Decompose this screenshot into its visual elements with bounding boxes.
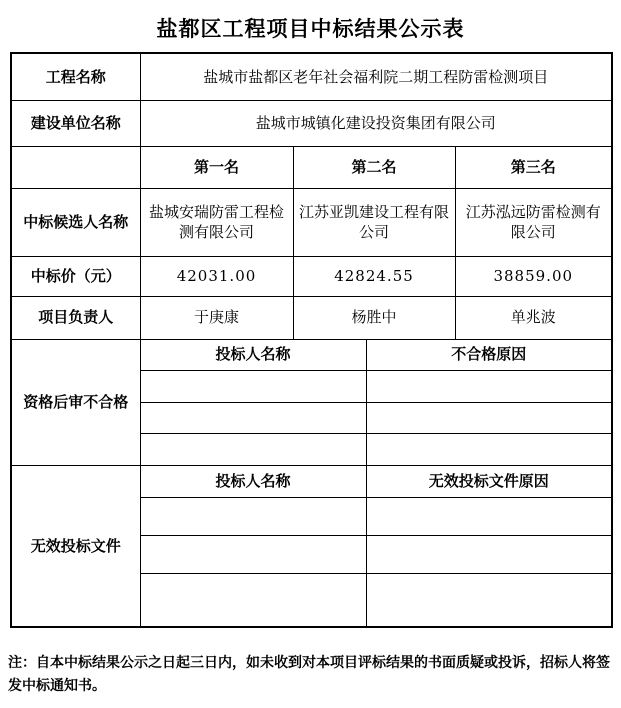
price-third-cell: 38859.00 xyxy=(455,256,612,296)
invalid-bidder-empty-cell xyxy=(140,573,366,627)
postqual-reason-header-cell: 不合格原因 xyxy=(366,339,612,370)
owner-label-cell: 建设单位名称 xyxy=(11,100,140,146)
table-row xyxy=(11,100,612,146)
price-second-cell: 42824.55 xyxy=(293,256,455,296)
bid-result-table-wrapper xyxy=(10,52,611,628)
invalid-bidder-empty-cell xyxy=(140,535,366,573)
bid-result-table xyxy=(10,52,613,628)
invalid-reason-empty-cell xyxy=(366,573,612,627)
candidates-label-cell: 中标候选人名称 xyxy=(11,188,140,256)
footer-note: 注：自本中标结果公示之日起三日内，如未收到对本项目评标结果的书面质疑或投诉，招标人将签发中标通知书。 xyxy=(8,655,610,694)
manager-label-cell: 项目负责人 xyxy=(11,296,140,339)
blank-corner-cell xyxy=(11,146,140,188)
rank-header-second: 第二名 xyxy=(293,146,455,188)
table-row xyxy=(11,146,612,188)
rank-header-first: 第一名 xyxy=(140,146,293,188)
postqual-reason-empty-cell xyxy=(366,433,612,465)
table-row xyxy=(11,188,612,256)
candidate-first-cell: 盐城安瑞防雷工程检测有限公司 xyxy=(140,188,293,256)
project-name-label-cell: 工程名称 xyxy=(11,53,140,100)
manager-third-cell: 单兆波 xyxy=(455,296,612,339)
invalid-label-cell: 无效投标文件 xyxy=(11,465,140,627)
project-name-value-cell: 盐城市盐都区老年社会福利院二期工程防雷检测项目 xyxy=(140,53,612,100)
table-row xyxy=(11,53,612,100)
table-row xyxy=(11,296,612,339)
table-row xyxy=(11,256,612,296)
postqual-bidder-empty-cell xyxy=(140,370,366,402)
page-title: 盐都区工程项目中标结果公示表 xyxy=(156,17,465,41)
table-row xyxy=(11,465,612,497)
postqual-bidder-header-cell: 投标人名称 xyxy=(140,339,366,370)
rank-header-third: 第三名 xyxy=(455,146,612,188)
postqual-label-cell: 资格后审不合格 xyxy=(11,339,140,465)
invalid-reason-empty-cell xyxy=(366,497,612,535)
manager-first-cell: 于庚康 xyxy=(140,296,293,339)
owner-value-cell: 盐城市城镇化建设投资集团有限公司 xyxy=(140,100,612,146)
candidate-second-cell: 江苏亚凯建设工程有限公司 xyxy=(293,188,455,256)
postqual-bidder-empty-cell xyxy=(140,433,366,465)
postqual-reason-empty-cell xyxy=(366,370,612,402)
invalid-reason-header-cell: 无效投标文件原因 xyxy=(366,465,612,497)
table-row xyxy=(11,339,612,370)
invalid-bidder-empty-cell xyxy=(140,497,366,535)
invalid-reason-empty-cell xyxy=(366,535,612,573)
invalid-bidder-header-cell: 投标人名称 xyxy=(140,465,366,497)
postqual-bidder-empty-cell xyxy=(140,402,366,433)
price-first-cell: 42031.00 xyxy=(140,256,293,296)
candidate-third-cell: 江苏泓远防雷检测有限公司 xyxy=(455,188,612,256)
postqual-reason-empty-cell xyxy=(366,402,612,433)
price-label-cell: 中标价（元） xyxy=(11,256,140,296)
manager-second-cell: 杨胜中 xyxy=(293,296,455,339)
